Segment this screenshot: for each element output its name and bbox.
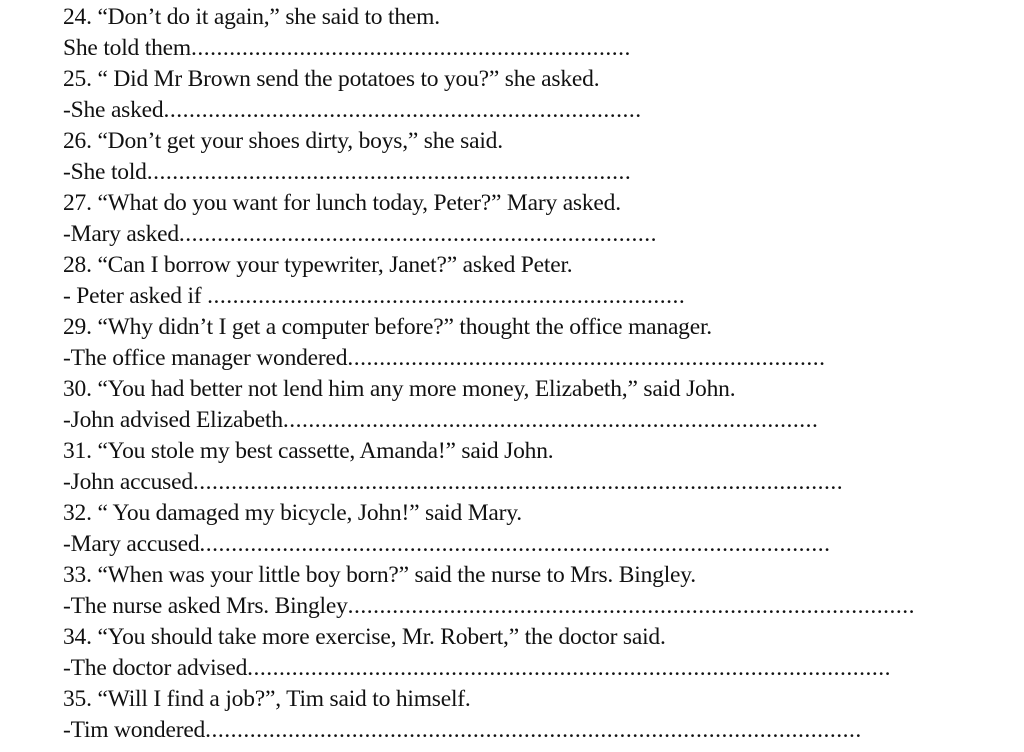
answer-blank[interactable]: ........................................................................... bbox=[163, 97, 642, 123]
exercise-24 bbox=[63, 2, 963, 64]
answer-line[interactable] bbox=[63, 405, 963, 436]
answer-prompt: -John accused bbox=[63, 469, 193, 495]
question-text: 25. “ Did Mr Brown send the potatoes to you?” she asked. bbox=[63, 66, 600, 92]
answer-prompt: -She asked bbox=[63, 97, 164, 123]
answer-prompt: -Mary accused bbox=[63, 531, 200, 557]
exercise-28 bbox=[63, 250, 963, 312]
answer-prompt: She told them bbox=[63, 35, 191, 61]
answer-line[interactable] bbox=[63, 95, 963, 126]
answer-prompt: -The office manager wondered bbox=[63, 345, 348, 371]
answer-blank[interactable]: ....................................................................................................... bbox=[205, 717, 862, 743]
answer-blank[interactable]: ........................................................................... bbox=[178, 221, 658, 247]
question-text: 26. “Don’t get your shoes dirty, boys,” she said. bbox=[63, 128, 503, 154]
answer-blank[interactable]: ......................................................................................... bbox=[347, 593, 915, 619]
answer-blank[interactable]: ........................................................................... bbox=[347, 345, 826, 371]
answer-prompt: - Peter asked if bbox=[63, 283, 208, 309]
answer-line[interactable] bbox=[63, 33, 963, 64]
answer-line[interactable] bbox=[63, 591, 963, 622]
answer-prompt: -The doctor advised bbox=[63, 655, 248, 681]
answer-line[interactable] bbox=[63, 467, 963, 498]
exercise-31 bbox=[63, 436, 963, 498]
question-text: 32. “ You damaged my bicycle, John!” said Mary. bbox=[63, 500, 522, 526]
answer-line[interactable] bbox=[63, 529, 963, 560]
answer-blank[interactable]: ................................................................................................... bbox=[199, 531, 831, 557]
question-text: 33. “When was your little boy born?” said the nurse to Mrs. Bingley. bbox=[63, 562, 696, 588]
exercise-34 bbox=[63, 622, 963, 684]
exercise-26 bbox=[63, 126, 963, 188]
answer-line[interactable] bbox=[63, 715, 963, 746]
exercise-33 bbox=[63, 560, 963, 622]
answer-line[interactable] bbox=[63, 653, 963, 684]
answer-line[interactable] bbox=[63, 219, 963, 250]
answer-blank[interactable]: ..................................................................... bbox=[190, 35, 631, 61]
exercise-25 bbox=[63, 64, 963, 126]
question-text: 28. “Can I borrow your typewriter, Janet?” asked Peter. bbox=[63, 252, 573, 278]
answer-line[interactable] bbox=[63, 343, 963, 374]
answer-blank[interactable]: ..................................................................................................... bbox=[247, 655, 892, 681]
question-text: 34. “You should take more exercise, Mr. Robert,” the doctor said. bbox=[63, 624, 666, 650]
question-text: 24. “Don’t do it again,” she said to them. bbox=[63, 4, 440, 30]
exercise-29 bbox=[63, 312, 963, 374]
answer-prompt: -She told bbox=[63, 159, 147, 185]
answer-blank[interactable]: ............................................................................ bbox=[146, 159, 632, 185]
answer-line[interactable] bbox=[63, 281, 963, 312]
question-text: 29. “Why didn’t I get a computer before?” thought the office manager. bbox=[63, 314, 712, 340]
answer-prompt: -The nurse asked Mrs. Bingley bbox=[63, 593, 348, 619]
question-text: 27. “What do you want for lunch today, Peter?” Mary asked. bbox=[63, 190, 621, 216]
exercise-32 bbox=[63, 498, 963, 560]
answer-blank[interactable]: ........................................................................... bbox=[207, 283, 686, 309]
question-text: 31. “You stole my best cassette, Amanda!” said John. bbox=[63, 438, 554, 464]
exercise-list bbox=[63, 2, 963, 746]
answer-line[interactable] bbox=[63, 157, 963, 188]
answer-prompt: -John advised Elizabeth bbox=[63, 407, 283, 433]
exercise-30 bbox=[63, 374, 963, 436]
question-text: 30. “You had better not lend him any more money, Elizabeth,” said John. bbox=[63, 376, 736, 402]
question-text: 35. “Will I find a job?”, Tim said to himself. bbox=[63, 686, 471, 712]
exercise-35 bbox=[63, 684, 963, 746]
answer-blank[interactable]: .................................................................................... bbox=[282, 407, 819, 433]
answer-prompt: -Tim wondered bbox=[63, 717, 206, 743]
answer-blank[interactable]: ...................................................................................................... bbox=[192, 469, 844, 495]
answer-prompt: -Mary asked bbox=[63, 221, 179, 247]
exercise-27 bbox=[63, 188, 963, 250]
